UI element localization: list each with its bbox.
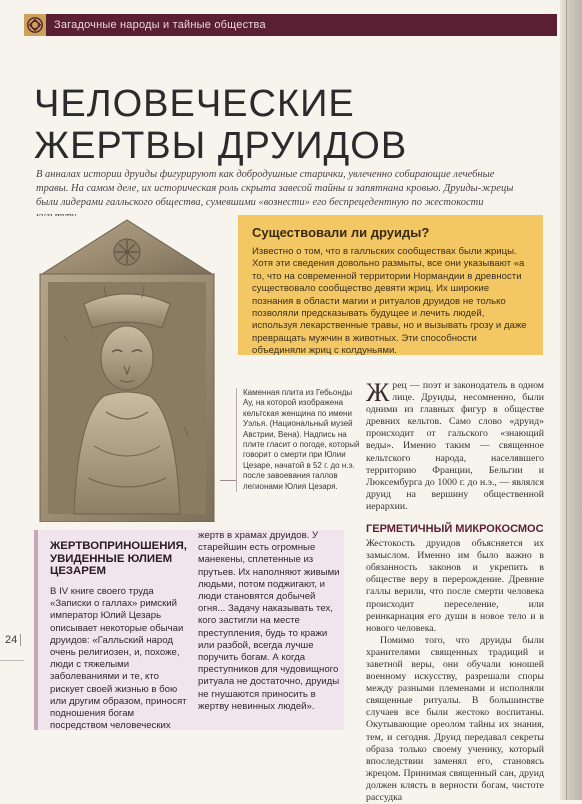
main-paragraph-3: Помимо того, что друиды были хранителями священных традиций и заветной веры, они обучали юношей военному искусству, разрешали споры между разными племенами и исполняли священные ритуалы. В большинстве случаев все были жестоко воспитаны. Окутывающие ореолом тайны их знания, тем, и сегодня. Друид передавал секреты образа только своему ученику, который впоследствии заменял его, становясь жрецом. Принимая священный сан, друид должен клясть в верности богам, чистоте рассудка — [366, 634, 544, 803]
image-caption: Каменная плита из Гебьонды Ау, на которой изображена кельтская женщина по имени Уэлья. (Национальный музей Австрии, Вена). Надпись на плите гласит о погоде, который говорит о смерти при Юлии Цезаре, начатой в 52 г. до н.э. после завоевания галлов легионами Юлия Цезаря. — [236, 388, 361, 492]
page-title: ЧЕЛОВЕЧЕСКИЕ ЖЕРТВЫ ДРУИДОВ — [34, 83, 408, 168]
running-header — [24, 14, 557, 36]
caption-leader-line — [220, 480, 236, 481]
sidebar-druidesses — [238, 215, 543, 355]
sidebar-sacrifices — [34, 530, 344, 730]
main-paragraph-1 — [366, 380, 544, 513]
drop-cap: Ж — [366, 378, 390, 407]
sidebar-druidesses-body: Известно о том, что в галльских сообществах были жрицы. Хотя эти сведения довольно размыты, все они указывают «а то, что на современной территории Нормандии в древности существовало сообщество девяти жриц. Их широкие познания в области магии и ритуалов друидов не только позволяли предсказывать будущее и лечить людей, используя лекарственные травы, но и вызывать грозу и даже превращать мужчин в животных. Эти способности объединяли жриц с колдуньями. — [252, 246, 527, 357]
main-paragraph-2: Жестокость друидов объясняется их замыслом. Именно им было важно в обязанность законов и укрепить в обществе веру в перерождение. Древние галлы верили, что после смерти человека происходит переселение, или реинкарнация его души в новое тело и в нового человека. — [366, 538, 544, 634]
main-text-column — [366, 380, 544, 804]
page-edge — [560, 0, 582, 800]
section-subhead: ГЕРМЕТИЧНЫЙ МИКРОКОСМОС — [366, 523, 544, 536]
page-number-rule — [0, 660, 24, 661]
intro-paragraph: В анналах истории друиды фигурируют как добродушные старички, увлеченно собирающие лечебные травы. На самом деле, их историческая роль скрыта завесой тайны и запятнана кровью. Друиды-жрецы были лидерами галльского общества, сумевшими «вознести» его беспрецедентную по жестокости — [36, 168, 514, 208]
sidebar-sacrifices-col-2: жертв в храмах друидов. У старейшин есть огромные манекены, сплетенные из прутьев. Их наполняют живыми людьми, потом поджигают, и люди становятся добычей огня... Задачу наказывать тех, кого застигли на месте преступления, будь то кражи или разбой, всегда лучше поручить богам. А когда преступников для чудовищного ритуала не достаточно, друиды не гнушаются приносить в жертву невинных людей». — [198, 530, 340, 712]
celtic-knot-icon — [24, 14, 46, 36]
main-paragraph-1-text: рец — поэт и законодатель в одном лице. Друиды, несомненно, были одними из главных фигур в обществе древних кельтов. Само слово «друид» происходит от гальского «знающий веды». Именно таким — священное кельтского народа, населявшего территорию Франции, Бельгии и Люксембурга до 1000 г. до н.э., — являлся друид на вершину общественной иерархии. — [366, 380, 544, 512]
stone-relief-image — [34, 216, 220, 522]
header-title: Загадочные народы и тайные общества — [54, 19, 266, 31]
page-number: 24 — [5, 634, 21, 646]
sidebar-sacrifices-title: ЖЕРТВОПРИНОШЕНИЯ, УВИДЕННЫЕ ЮЛИЕМ ЦЕЗАРЕМ — [50, 540, 187, 578]
sidebar-druidesses-title: Существовали ли друиды? — [252, 225, 430, 240]
sidebar-sacrifices-col-1: В IV книге своего труда «Записки о галлах» римский император Юлий Цезарь описывает некоторые обычаи друидов: «Галльский народ очень религиозен, и, похоже, люди с тяжелыми заболеваниями и те, кто рискует своей жизнью в бою или другим образом, приносят подношения богам посредством человеческих — [50, 586, 187, 732]
